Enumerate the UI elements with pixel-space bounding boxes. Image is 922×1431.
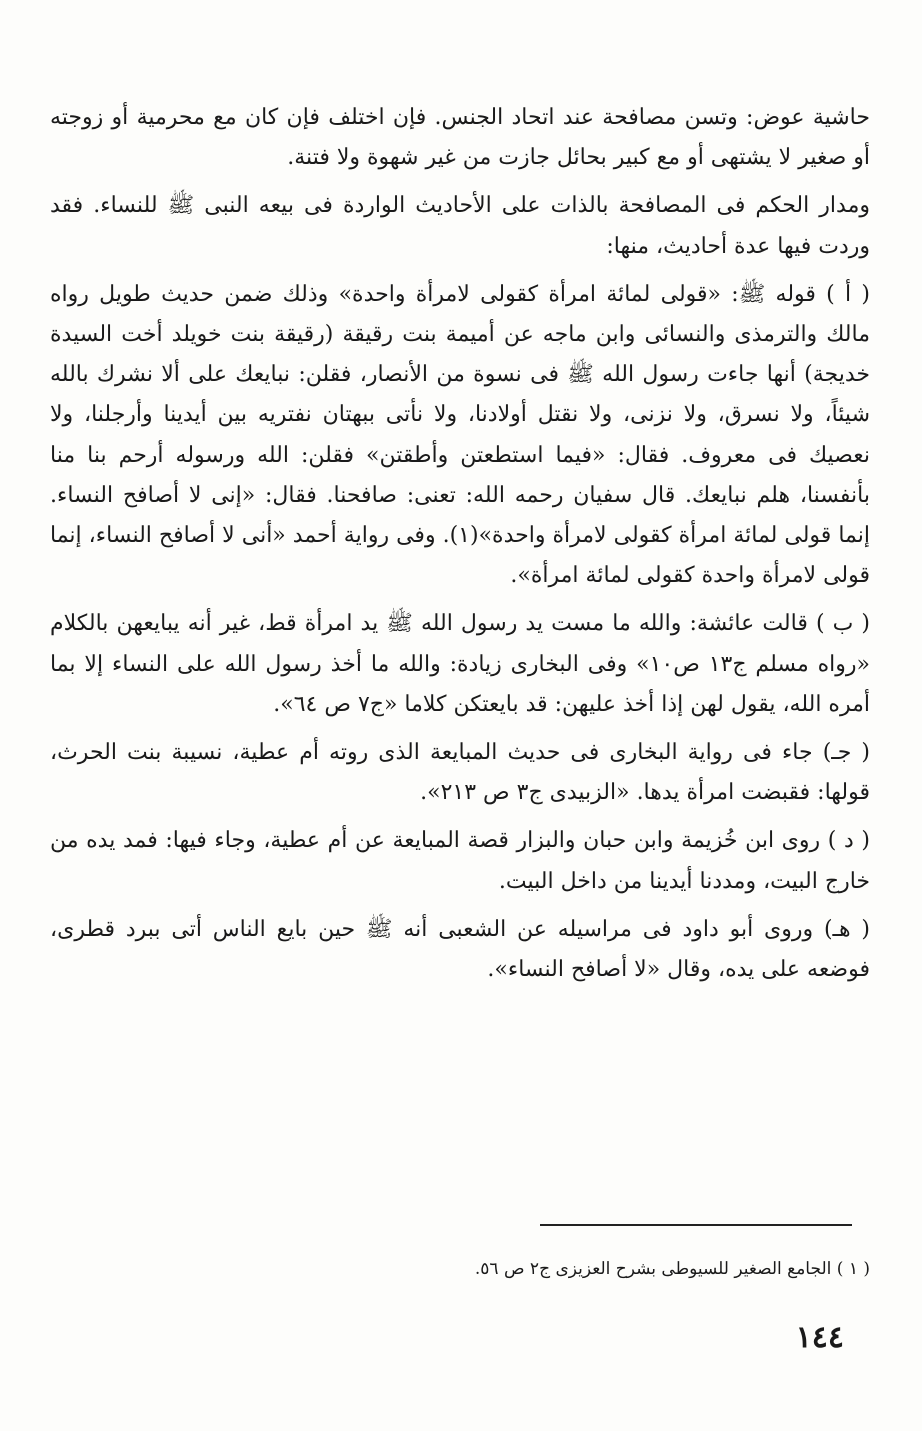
main-text	[50, 98, 870, 990]
footnote: ( ١ ) الجامع الصغير للسيوطى بشرح العزيزى ج٢ ص ٥٦.	[474, 1259, 870, 1279]
paragraph-hadith-b: ( ب ) قالت عائشة: والله ما مست يد رسول الله ﷺ يد امرأة قط، غير أنه يبايعهن بالكلام «رواه مسلم ج١٣ ص١٠» وفى البخارى زيادة: والله ما أخذ رسول الله على النساء إلا بما أمره الله، يقول لهن إذا أخذ عليهن: قد بايعتكن كلاما «ج٧ ص ٦٤».	[50, 611, 870, 717]
page-number: ١٤٤	[795, 1320, 844, 1355]
paragraph-hadith-j: ( جـ) جاء فى رواية البخارى فى حديث المبايعة الذى روته أم عطية، نسيبة بنت الحرث، قولها: فقبضت امرأة يدها. «الزبيدى ج٣ ص ٢١٣».	[50, 740, 870, 806]
paragraph-hashiyat-awad: حاشية عوض: وتسن مصافحة عند اتحاد الجنس. فإن اختلف فإن كان مع محرمية أو زوجته أو صغير لا يشتهى أو مع كبير بحائل جازت من غير شهوة ولا فتنة.	[50, 105, 870, 171]
footnote-divider	[540, 1224, 852, 1226]
paragraph-hadith-a: ( أ ) قوله ﷺ: «قولى لمائة امرأة كقولى لامرأة واحدة» وذلك ضمن حديث طويل رواه مالك والترمذى والنسائى وابن ماجه عن أميمة بنت رقيقة (رقيقة بنت خويلد أخت السيدة خديجة) أنها جاءت رسول الله ﷺ فى نسوة من الأنصار، فقلن: نبايعك على ألا نشرك بالله شيئاً، ولا نسرق، ولا نزنى، ولا نقتل أولادنا، ولا نأتى ببهتان نفتريه بين أيدينا وأرجلنا، ولا نعصيك فى معروف. فقال: «فيما استطعتن وأطقتن» فقلن: الله ورسوله أرحم بنا منا بأنفسنا، هلم نبايعك. قال سفيان رحمه الله: تعنى: صافحنا. فقال: «إنى لا أصافح النساء. إنما قولى لمائة امرأة كقولى لامرأة واحدة»(١). وفى رواية أحمد «أنى لا أصافح النساء، إنما قولى لامرأة واحدة كقولى لمائة امرأة».	[50, 281, 870, 589]
paragraph-hadith-d: ( د ) روى ابن خُزيمة وابن حبان والبزار قصة المبايعة عن أم عطية، وجاء فيها: فمد يده من خارج البيت، ومددنا أيدينا من داخل البيت.	[50, 828, 870, 894]
paragraph-madar-al-hukm: ومدار الحكم فى المصافحة بالذات على الأحاديث الواردة فى بيعه النبى ﷺ للنساء. فقد وردت فيها عدة أحاديث، منها:	[50, 193, 870, 259]
paragraph-hadith-h: ( هـ) وروى أبو داود فى مراسيله عن الشعبى أنه ﷺ حين بايع الناس أتى ببرد قطرى، فوضعه على يده، وقال «لا أصافح النساء».	[50, 916, 870, 983]
